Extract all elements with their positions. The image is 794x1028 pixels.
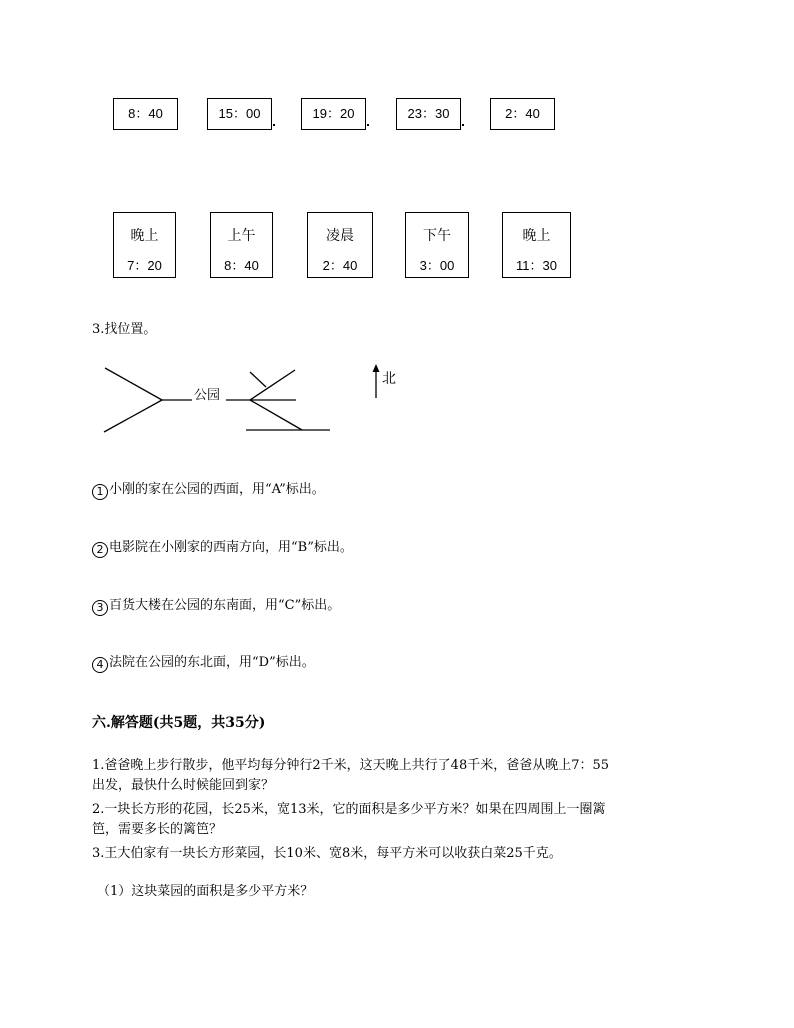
time-box-label: 19：20 bbox=[312, 106, 355, 121]
question-2-line-2: 笆，需要多长的篱笆？ bbox=[92, 822, 223, 837]
question-1 bbox=[92, 756, 712, 796]
time-box-label: 23：30 bbox=[407, 106, 450, 121]
time-label: 2：40 bbox=[322, 258, 358, 273]
question-2 bbox=[92, 800, 712, 840]
task-1 bbox=[92, 478, 325, 500]
period-label: 晚上 bbox=[130, 227, 159, 243]
circled-number: 2 bbox=[92, 542, 108, 558]
circled-number: 1 bbox=[92, 484, 108, 500]
period-label: 凌晨 bbox=[326, 227, 354, 243]
task-text: 电影院在小刚家的西南方向，用“B”标出。 bbox=[109, 540, 353, 555]
time-box-label: 2：40 bbox=[505, 106, 540, 121]
time-label: 7：20 bbox=[127, 258, 162, 273]
time-label: 3：00 bbox=[419, 258, 455, 273]
question-2-line-1: 2.一块长方形的花园，长25米，宽13米，它的面积是多少平方米？如果在四周围上一圈篱 bbox=[92, 802, 606, 817]
question-1-line-2: 出发，最快什么时候能回到家？ bbox=[92, 778, 275, 793]
question-3-sub-1-text: （1）这块菜园的面积是多少平方米？ bbox=[97, 884, 314, 899]
time-box-label: 15：00 bbox=[218, 106, 261, 121]
question-3 bbox=[92, 844, 712, 864]
north-arrow-icon bbox=[373, 364, 380, 372]
section-6-heading: 六.解答题(共5题，共35分) bbox=[92, 715, 266, 731]
task-text: 小刚的家在公园的西面，用“A”标出。 bbox=[109, 482, 325, 497]
question-1-line-1: 1.爸爸晚上步行散步，他平均每分钟行2千米，这天晚上共行了48千米，爸爸从晚上7：55 bbox=[92, 758, 610, 773]
road-line bbox=[250, 372, 266, 387]
task-3 bbox=[92, 594, 340, 616]
circled-number: 4 bbox=[92, 657, 108, 673]
question-3-text: 3.王大伯家有一块长方形菜园，长10米、宽8米，每平方米可以收获白菜25千克。 bbox=[92, 846, 562, 861]
task-text: 百货大楼在公园的东南面，用“C”标出。 bbox=[109, 598, 341, 613]
road-line bbox=[105, 368, 162, 400]
task-text: 法院在公园的东北面，用“D”标出。 bbox=[109, 655, 315, 670]
period-label: 晚上 bbox=[522, 227, 551, 243]
road-line bbox=[250, 400, 302, 430]
section-3-title: 3.找位置。 bbox=[92, 322, 157, 337]
period-label: 上午 bbox=[227, 227, 256, 243]
north-label: 北 bbox=[382, 371, 396, 387]
question-3-sub-1 bbox=[97, 882, 717, 902]
task-2 bbox=[92, 536, 353, 558]
circled-number: 3 bbox=[92, 600, 108, 616]
park-label: 公园 bbox=[194, 388, 221, 403]
period-label: 下午 bbox=[423, 227, 451, 243]
road-line bbox=[250, 370, 295, 400]
time-label: 11：30 bbox=[516, 258, 557, 273]
time-label: 8：40 bbox=[224, 258, 259, 273]
time-box-label: 8：40 bbox=[128, 106, 163, 121]
road-line bbox=[104, 400, 162, 432]
task-4 bbox=[92, 651, 315, 673]
